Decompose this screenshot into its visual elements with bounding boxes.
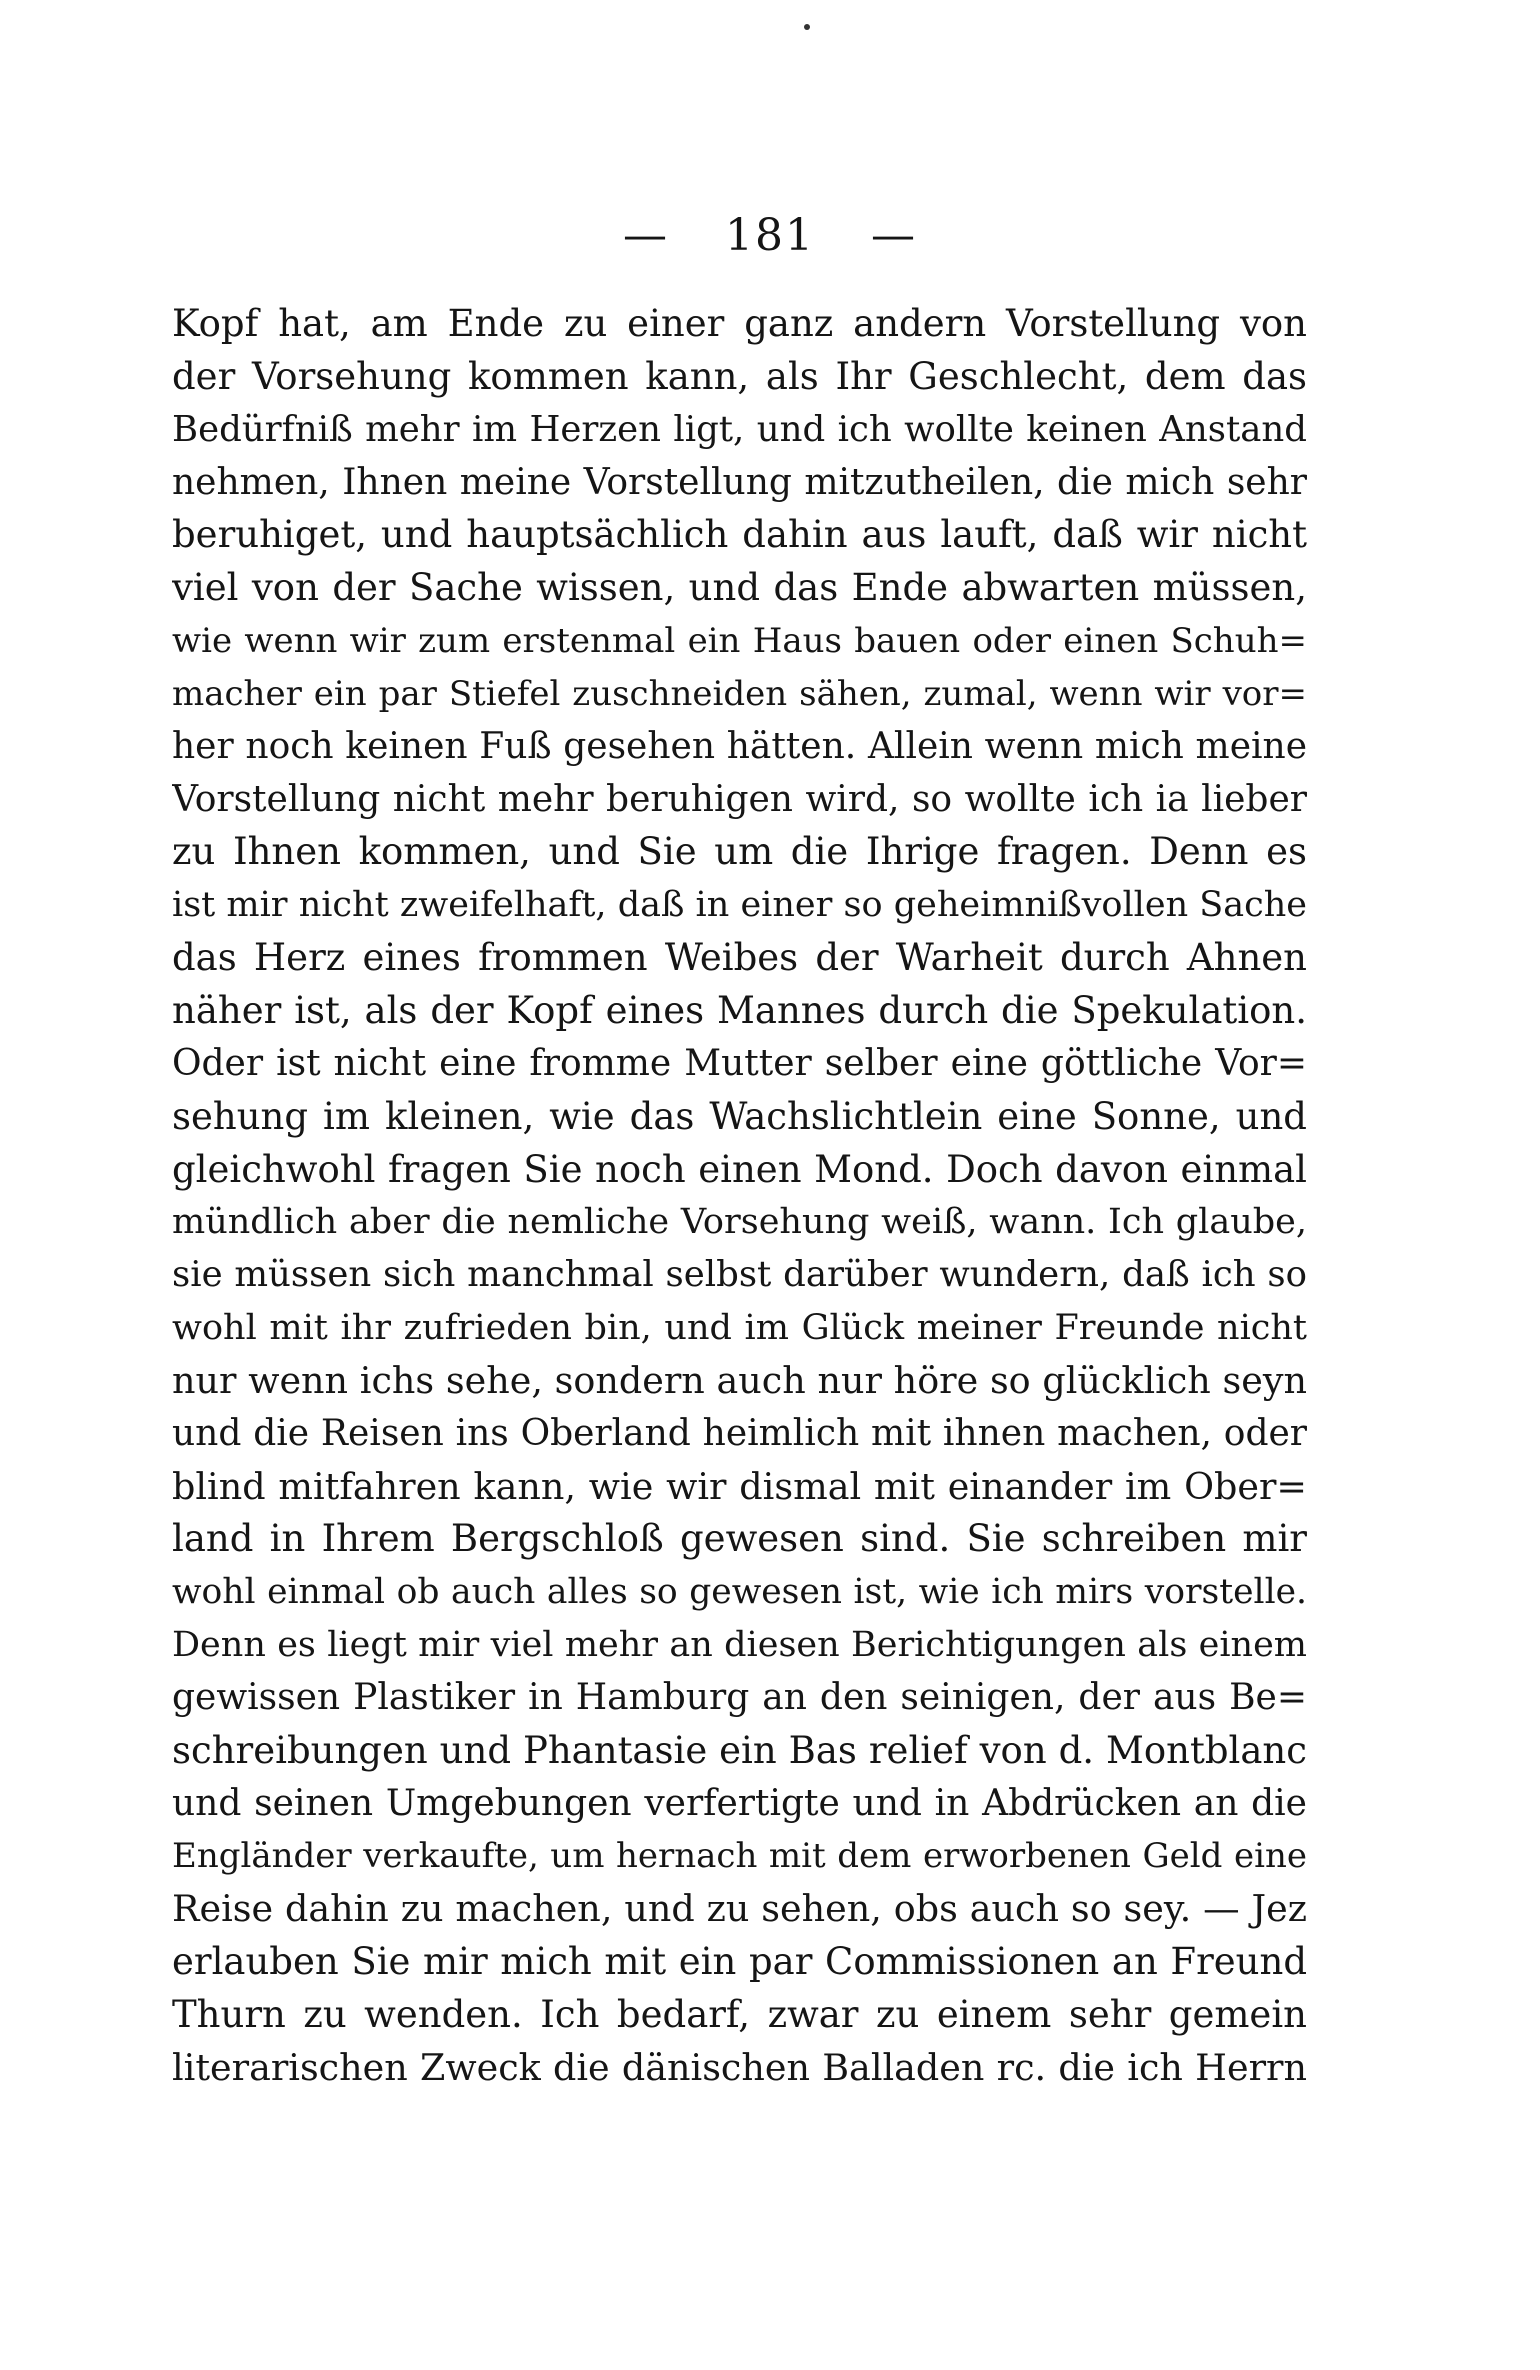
text-line: Thurn zu wenden. Ich bedarf, zwar zu einem sehr gemein [172, 1993, 1307, 2036]
text-line: wohl einmal ob auch alles so gewesen ist, wie ich mirs vorstelle. [172, 1572, 1307, 1613]
text-line: nehmen, Ihnen meine Vorstellung mitzutheilen, die mich sehr [172, 461, 1307, 503]
text-line: wohl mit ihr zufrieden bin, und im Glück meiner Freunde nicht [172, 1308, 1307, 1349]
text-line: mündlich aber die nemliche Vorsehung weiß, wann. Ich glaube, [172, 1202, 1307, 1243]
text-line: erlauben Sie mir mich mit ein par Commissionen an Freund [172, 1940, 1307, 1984]
header-dash-left: — [623, 210, 669, 261]
text-line: Engländer verkaufte, um hernach mit dem erworbenen Geld eine [172, 1836, 1307, 1877]
text-line: gewissen Plastiker in Hamburg an den seinigen, der aus Be= [172, 1676, 1307, 1718]
text-line: Oder ist nicht eine fromme Mutter selber eine göttliche Vor= [172, 1042, 1307, 1084]
text-line: der Vorsehung kommen kann, als Ihr Geschlecht, dem das [172, 354, 1307, 398]
text-line: wie wenn wir zum erstenmal ein Haus bauen oder einen Schuh= [172, 621, 1307, 662]
page-number: 181 [725, 210, 815, 261]
body-text [172, 298, 1307, 2095]
text-line: blind mitfahren kann, wie wir dismal mit einander im Ober= [172, 1464, 1307, 1508]
text-line: nur wenn ichs sehe, sondern auch nur höre so glücklich seyn [172, 1358, 1307, 1402]
text-line: Kopf hat, am Ende zu einer ganz andern Vorstellung von [172, 302, 1307, 345]
text-line: gleichwohl fragen Sie noch einen Mond. Doch davon einmal [172, 1147, 1307, 1191]
header-dash-right: — [870, 210, 917, 261]
text-line: her noch keinen Fuß gesehen hätten. Allein wenn mich meine [172, 725, 1307, 767]
text-line: beruhiget, und hauptsächlich dahin aus lauft, daß wir nicht [172, 513, 1307, 557]
text-line: macher ein par Stiefel zuschneiden sähen, zumal, wenn wir vor= [172, 673, 1307, 714]
text-line: und seinen Umgebungen verfertigte und in Abdrücken an die [172, 1782, 1307, 1824]
text-line: schreibungen und Phantasie ein Bas relief von d. Montblanc [172, 1728, 1307, 1772]
text-line: literarischen Zweck die dänischen Balladen rc. die ich Herrn [172, 2045, 1307, 2089]
text-line: viel von der Sache wissen, und das Ende abwarten müssen, [172, 566, 1307, 610]
text-line: Denn es liegt mir viel mehr an diesen Berichtigungen als einem [172, 1625, 1307, 1666]
page-header [0, 208, 1540, 264]
text-line: Bedürfniß mehr im Herzen ligt, und ich wollte keinen Anstand [172, 408, 1307, 450]
text-line: land in Ihrem Bergschloß gewesen sind. Sie schreiben mir [172, 1517, 1307, 1561]
print-speck [804, 24, 810, 30]
text-line: sie müssen sich manchmal selbst darüber wundern, daß ich so [172, 1254, 1307, 1296]
text-line: ist mir nicht zweifelhaft, daß in einer so geheimnißvollen Sache [172, 885, 1307, 926]
text-line: sehung im kleinen, wie das Wachslichtlein eine Sonne, und [172, 1094, 1307, 1138]
text-line: näher ist, als der Kopf eines Mannes durch die Spekulation. [172, 988, 1307, 1032]
text-line: und die Reisen ins Oberland heimlich mit ihnen machen, oder [172, 1412, 1307, 1454]
text-line: Vorstellung nicht mehr beruhigen wird, so wollte ich ia lieber [172, 778, 1307, 820]
text-line: das Herz eines frommen Weibes der Warheit durch Ahnen [172, 936, 1307, 980]
text-line: Reise dahin zu machen, und zu sehen, obs auch so sey. — Jez [172, 1887, 1307, 1931]
text-line: zu Ihnen kommen, und Sie um die Ihrige fragen. Denn es [172, 830, 1307, 874]
